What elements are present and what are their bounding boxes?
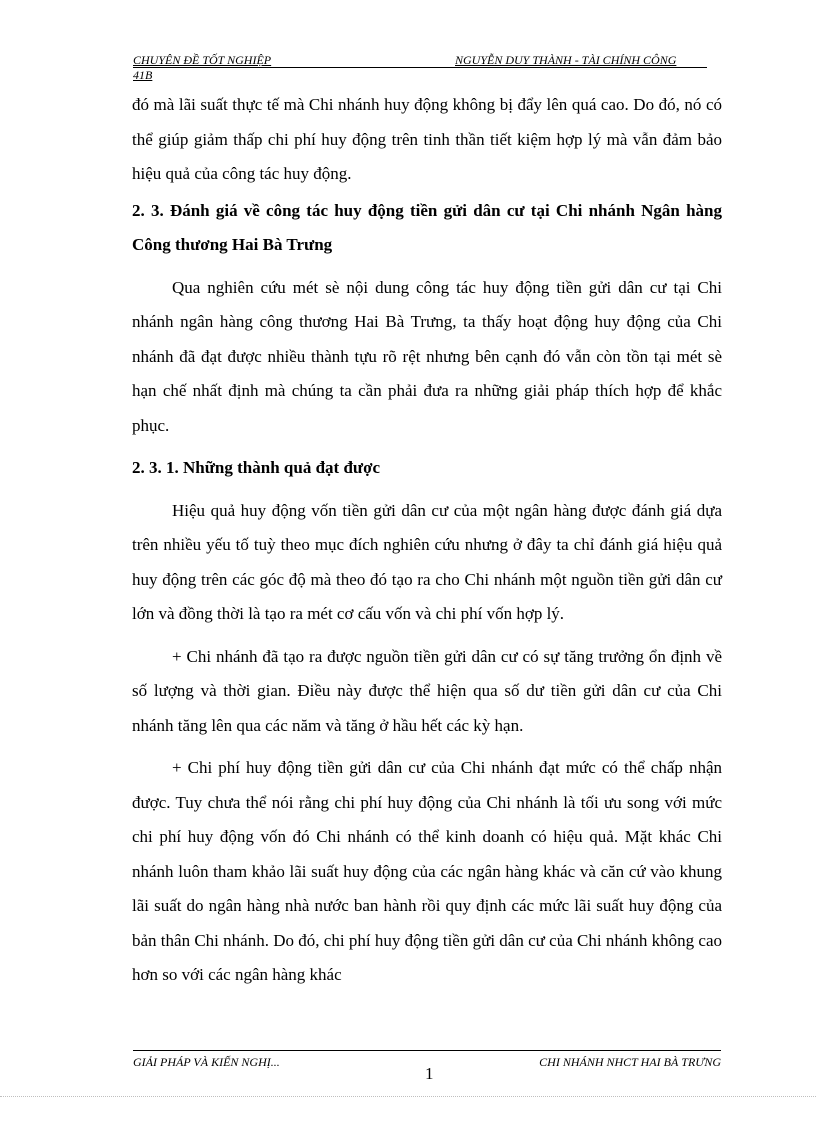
header-continuation-text: 41B (133, 68, 153, 82)
header-right-text: NGUYỄN DUY THÀNH - TÀI CHÍNH CÔNG (455, 53, 677, 67)
section-heading-2-3-1: 2. 3. 1. Những thành quả đạt được (132, 458, 381, 477)
section-heading-2-3: 2. 3. Đánh giá về công tác huy động tiền gửi dân cư tại Chi nhánh Ngân hàng Công thương Hai Bà Trưng (132, 200, 722, 254)
page-number: 1 (425, 1064, 434, 1083)
paragraph-2: Qua nghiên cứu mét sè nội dung công tác huy động tiền gửi dân cư tại Chi nhánh ngân hàng công thương Hai Bà Trưng, ta thấy hoạt động huy động của Chi nhánh đã đạt được nhiều thành tựu rõ rệt nhưng bên cạnh đó vẫn còn tồn tại mét sè hạn chế nhất định mà chúng ta cần phải đưa ra những giải pháp thích hợp để khắc phục. (132, 277, 722, 435)
body-content (132, 88, 722, 993)
page-header (133, 52, 707, 82)
footer-rule (133, 1050, 721, 1051)
paragraph-4: + Chi nhánh đã tạo ra được nguồn tiền gửi dân cư có sự tăng trưởng ổn định về số lượng và thời gian. Điều này được thể hiện qua số dư tiền gửi dân cư của Chi nhánh tăng lên qua các năm và tăng ở hầu hết các kỳ hạn. (132, 646, 722, 735)
header-rule (133, 67, 707, 68)
paragraph-3: Hiệu quả huy động vốn tiền gửi dân cư của một ngân hàng được đánh giá dựa trên nhiều yếu tố tuỳ theo mục đích nghiên cứu nhưng ở đây ta chỉ đánh giá hiệu quả huy động trên các góc độ mà theo đó tạo ra cho Chi nhánh một nguồn tiền gửi dân cư lớn và đồng thời là tạo ra mét cơ cấu vốn và chi phí vốn hợp lý. (132, 500, 722, 623)
page-footer (133, 1050, 721, 1090)
paragraph-5: + Chi phí huy động tiền gửi dân cư của Chi nhánh đạt mức có thể chấp nhận được. Tuy chưa thể nói rằng chi phí huy động của Chi nhánh là tối ưu song với mức chi phí huy động vốn đó Chi nhánh có thể kinh doanh có hiệu quả. Mặt khác Chi nhánh luôn tham khảo lãi suất huy động của các ngân hàng khác và căn cứ vào khung lãi suất do ngân hàng nhà nước ban hành rồi quy định các mức lãi suất huy động của bản thân Chi nhánh. Do đó, chi phí huy động tiền gửi dân cư của Chi nhánh không cao hơn so với các ngân hàng khác (132, 758, 722, 984)
page-bottom-dotted-line (0, 1096, 816, 1097)
footer-right-text: CHI NHÁNH NHCT HAI BÀ TRƯNG (539, 1055, 721, 1069)
paragraph-1: đó mà lãi suất thực tế mà Chi nhánh huy động không bị đẩy lên quá cao. Do đó, nó có thể giúp giảm thấp chi phí huy động trên tinh thần tiết kiệm hợp lý mà vẫn đảm bảo hiệu quả của công tác huy động. (132, 95, 722, 183)
header-left-text: CHUYÊN ĐỀ TỐT NGHIỆP (133, 53, 272, 67)
footer-left-text: GIẢI PHÁP VÀ KIẾN NGHỊ... (133, 1055, 280, 1069)
